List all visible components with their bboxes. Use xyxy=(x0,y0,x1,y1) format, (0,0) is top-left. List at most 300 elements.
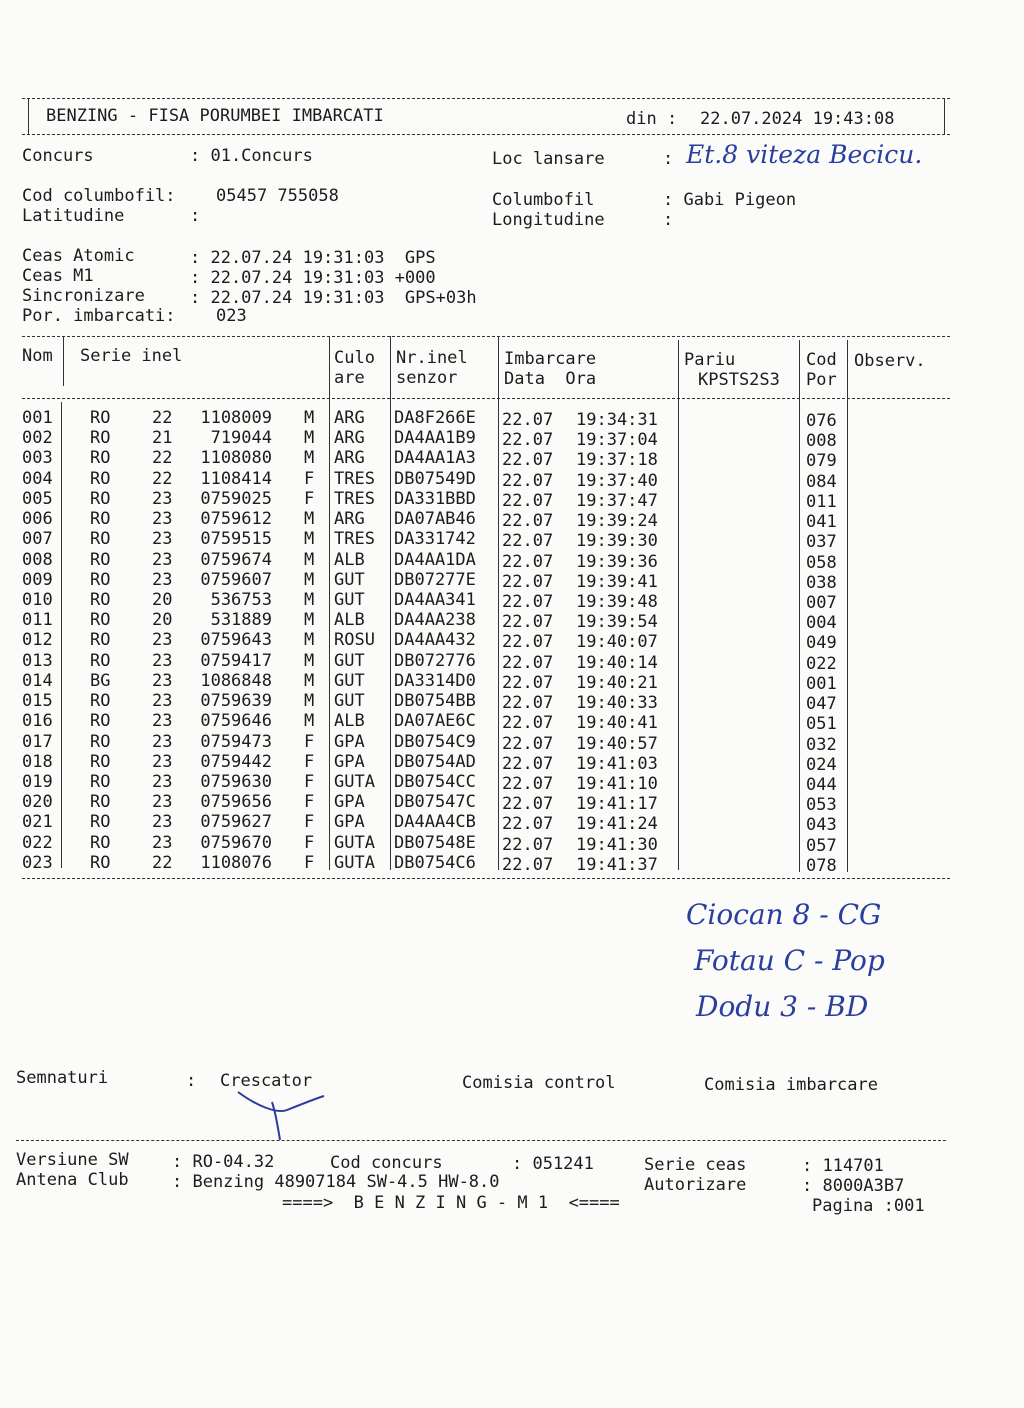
cell-tara: RO xyxy=(90,569,111,590)
cell-tara: RO xyxy=(90,589,111,610)
cell-cod: 076 xyxy=(806,411,837,431)
cell-culoare: ARG xyxy=(334,509,365,530)
col-header-imbarcare-2: Data Ora xyxy=(504,369,597,389)
cell-inel: 531889 xyxy=(210,610,272,631)
cell-an: 22 xyxy=(152,408,173,428)
cell-culoare: ARG xyxy=(334,428,365,449)
cell-sex: F xyxy=(304,751,315,772)
cell-sex: F xyxy=(304,488,315,509)
cell-tara: RO xyxy=(90,408,111,428)
cell-ora: 19:40:57 xyxy=(576,733,658,754)
cell-ora: 19:39:36 xyxy=(576,551,658,572)
table-bottom-rule xyxy=(22,878,950,879)
cell-data: 22.07 xyxy=(502,531,554,552)
col-header-observ: Observ. xyxy=(854,351,926,371)
cell-nom: 006 xyxy=(22,509,53,530)
divider-nom xyxy=(63,336,64,386)
por-imbarcati-label: Por. imbarcati: xyxy=(22,306,176,326)
col-header-pariu-1: Pariu xyxy=(684,350,736,370)
cell-culoare: GPA xyxy=(334,751,365,772)
cell-data: 22.07 xyxy=(502,733,554,754)
cell-senzor: DB07548E xyxy=(394,832,476,853)
cell-sex: M xyxy=(304,691,315,712)
cell-ora: 19:41:30 xyxy=(576,834,658,855)
cell-nom: 002 xyxy=(22,428,53,449)
cell-sex: M xyxy=(304,610,315,631)
cell-culoare: GUT xyxy=(334,589,365,610)
cell-sex: M xyxy=(304,509,315,530)
cell-sex: F xyxy=(304,812,315,833)
cell-nom: 009 xyxy=(22,569,53,590)
cell-senzor: DA07AB46 xyxy=(394,509,476,530)
cell-nom: 020 xyxy=(22,792,53,813)
annotation-line-2: Fotau C - Pop xyxy=(694,944,885,977)
cell-an: 23 xyxy=(152,529,173,550)
cell-nom: 001 xyxy=(22,408,53,428)
cell-nom: 003 xyxy=(22,448,53,469)
din-timestamp: 22.07.2024 19:43:08 xyxy=(700,109,895,129)
divider-imbarcare xyxy=(498,336,499,870)
serie-ceas-label: Serie ceas xyxy=(644,1155,747,1175)
cell-an: 23 xyxy=(152,509,173,530)
cell-tara: RO xyxy=(90,852,111,873)
columbofil-value: : Gabi Pigeon xyxy=(663,190,797,210)
latitudine-label: Latitudine xyxy=(22,206,125,226)
cell-cod: 004 xyxy=(806,613,837,634)
cell-inel: 1086848 xyxy=(200,670,272,691)
col-header-nr-inel-2: senzor xyxy=(396,368,458,388)
cell-sex: F xyxy=(304,852,315,873)
semnaturi-label: Semnaturi xyxy=(16,1068,109,1088)
cell-data: 22.07 xyxy=(502,571,554,592)
cell-data: 22.07 xyxy=(502,713,554,734)
cell-senzor: DB07549D xyxy=(394,468,476,489)
cell-ora: 19:41:10 xyxy=(576,773,658,794)
cell-culoare: GPA xyxy=(334,812,365,833)
cell-ora: 19:40:33 xyxy=(576,693,658,714)
cell-tara: RO xyxy=(90,529,111,550)
cell-inel: 0759674 xyxy=(200,549,272,570)
cell-an: 23 xyxy=(152,711,173,732)
cell-tara: RO xyxy=(90,731,111,752)
cell-cod: 058 xyxy=(806,552,837,573)
cell-tara: RO xyxy=(90,691,111,712)
cell-sex: M xyxy=(304,650,315,671)
cell-data: 22.07 xyxy=(502,511,554,532)
cell-tara: RO xyxy=(90,650,111,671)
cell-data: 22.07 xyxy=(502,551,554,572)
cell-inel: 1108414 xyxy=(200,468,272,489)
cell-an: 20 xyxy=(152,589,173,610)
crescator-signature xyxy=(232,1084,352,1144)
cell-culoare: ROSU xyxy=(334,630,375,651)
cell-tara: RO xyxy=(90,448,111,469)
page-number: Pagina :001 xyxy=(812,1196,925,1216)
divider-observ xyxy=(847,340,848,872)
cell-inel: 1108076 xyxy=(200,852,272,873)
cell-senzor: DB0754C9 xyxy=(394,731,476,752)
benzing-banner: ====> B E N Z I N G - M 1 <==== xyxy=(282,1193,620,1213)
cell-culoare: ARG xyxy=(334,408,365,428)
cell-sex: M xyxy=(304,630,315,651)
cell-ora: 19:37:47 xyxy=(576,490,658,511)
cell-culoare: GUT xyxy=(334,569,365,590)
cell-nom: 010 xyxy=(22,589,53,610)
cell-tara: RO xyxy=(90,468,111,489)
cell-nom: 023 xyxy=(22,852,53,873)
cell-inel: 1108080 xyxy=(200,448,272,469)
semnaturi-colon: : xyxy=(186,1071,197,1091)
annotation-line-1: Ciocan 8 - CG xyxy=(686,898,882,931)
cell-an: 23 xyxy=(152,832,173,853)
cell-sex: M xyxy=(304,428,315,449)
cod-columbofil-value: 05457 755058 xyxy=(216,186,339,206)
cell-an: 23 xyxy=(152,549,173,570)
cell-sex: M xyxy=(304,529,315,550)
cell-tara: RO xyxy=(90,549,111,570)
cell-data: 22.07 xyxy=(502,632,554,653)
cell-an: 23 xyxy=(152,751,173,772)
cell-senzor: DA4AA4CB xyxy=(394,812,476,833)
cell-sex: M xyxy=(304,670,315,691)
din-label: din : xyxy=(626,109,678,129)
cell-ora: 19:39:41 xyxy=(576,571,658,592)
longitudine-label: Longitudine xyxy=(492,210,605,230)
versiune-label: Versiune SW xyxy=(16,1150,129,1170)
cell-inel: 0759612 xyxy=(200,509,272,530)
cell-an: 20 xyxy=(152,610,173,631)
cell-an: 23 xyxy=(152,812,173,833)
cell-cod: 011 xyxy=(806,491,837,512)
cell-cod: 032 xyxy=(806,734,837,755)
cell-senzor: DA4AA1B9 xyxy=(394,428,476,449)
cell-sex: F xyxy=(304,792,315,813)
columbofil-label: Columbofil xyxy=(492,190,595,210)
cell-culoare: GUT xyxy=(334,650,365,671)
cell-an: 23 xyxy=(152,731,173,752)
cell-tara: RO xyxy=(90,751,111,772)
cod-concurs-label: Cod concurs xyxy=(330,1153,443,1173)
col-header-culoare-2: are xyxy=(334,368,365,388)
cell-sex: F xyxy=(304,731,315,752)
cod-columbofil-label: Cod columbofil: xyxy=(22,186,176,206)
antena-value: : Benzing 48907184 SW-4.5 HW-8.0 xyxy=(172,1172,500,1192)
cell-inel: 0759442 xyxy=(200,751,272,772)
cell-an: 22 xyxy=(152,448,173,469)
cell-inel: 0759025 xyxy=(200,488,272,509)
cell-cod: 051 xyxy=(806,714,837,735)
cell-tara: RO xyxy=(90,428,111,449)
cell-culoare: GUT xyxy=(334,691,365,712)
header-bottom-rule xyxy=(22,134,950,135)
cell-data: 22.07 xyxy=(502,814,554,835)
cell-senzor: DA331BBD xyxy=(394,488,476,509)
cell-cod: 049 xyxy=(806,633,837,654)
col-header-culoare-1: Culo xyxy=(334,348,375,368)
cell-nom: 022 xyxy=(22,832,53,853)
cell-culoare: GPA xyxy=(334,731,365,752)
cell-inel: 719044 xyxy=(210,428,272,449)
cell-cod: 008 xyxy=(806,431,837,452)
cell-sex: F xyxy=(304,832,315,853)
cell-senzor: DA4AA1A3 xyxy=(394,448,476,469)
loc-lansare-colon: : xyxy=(663,149,674,169)
ceas-m1-label: Ceas M1 xyxy=(22,266,94,286)
divider-cod xyxy=(799,340,800,872)
cell-ora: 19:41:37 xyxy=(576,854,658,875)
cell-sex: F xyxy=(304,468,315,489)
cell-senzor: DA07AE6C xyxy=(394,711,476,732)
cell-culoare: TRES xyxy=(334,529,375,550)
cell-data: 22.07 xyxy=(502,450,554,471)
ceas-m1-value: : 22.07.24 19:31:03 +000 xyxy=(190,268,436,288)
cell-ora: 19:37:18 xyxy=(576,450,658,471)
cell-nom: 013 xyxy=(22,650,53,671)
cell-data: 22.07 xyxy=(502,652,554,673)
cell-nom: 011 xyxy=(22,610,53,631)
cell-senzor: DB0754AD xyxy=(394,751,476,772)
ceas-atomic-label: Ceas Atomic xyxy=(22,246,135,266)
cell-an: 23 xyxy=(152,771,173,792)
cell-an: 22 xyxy=(152,468,173,489)
col-header-cod-2: Por xyxy=(806,370,837,390)
cell-culoare: GPA xyxy=(334,792,365,813)
cell-senzor: DA331742 xyxy=(394,529,476,550)
cell-inel: 0759646 xyxy=(200,711,272,732)
cell-inel: 0759639 xyxy=(200,691,272,712)
comisia-control-label: Comisia control xyxy=(462,1073,616,1093)
cell-senzor: DB0754CC xyxy=(394,771,476,792)
cell-tara: RO xyxy=(90,630,111,651)
cell-inel: 0759515 xyxy=(200,529,272,550)
comisia-imbarcare-label: Comisia imbarcare xyxy=(704,1075,878,1095)
cell-cod: 078 xyxy=(806,855,837,876)
cell-tara: RO xyxy=(90,711,111,732)
autorizare-value: : 8000A3B7 xyxy=(802,1176,905,1196)
cell-ora: 19:40:07 xyxy=(576,632,658,653)
cell-sex: F xyxy=(304,771,315,792)
cell-tara: RO xyxy=(90,771,111,792)
cell-inel: 0759473 xyxy=(200,731,272,752)
cell-data: 22.07 xyxy=(502,430,554,451)
cell-senzor: DA4AA238 xyxy=(394,610,476,631)
cell-nom: 008 xyxy=(22,549,53,570)
annotation-line-3: Dodu 3 - BD xyxy=(696,990,869,1023)
cell-culoare: ARG xyxy=(334,448,365,469)
cell-data: 22.07 xyxy=(502,794,554,815)
cell-senzor: DA4AA432 xyxy=(394,630,476,651)
cell-data: 22.07 xyxy=(502,470,554,491)
cell-nom: 005 xyxy=(22,488,53,509)
cell-senzor: DB0754C6 xyxy=(394,852,476,873)
cell-inel: 0759656 xyxy=(200,792,272,813)
cell-data: 22.07 xyxy=(502,753,554,774)
loc-lansare-label: Loc lansare xyxy=(492,149,605,169)
divider-pariu xyxy=(678,340,679,870)
header-left-border xyxy=(28,98,29,134)
cell-sex: M xyxy=(304,549,315,570)
cell-nom: 018 xyxy=(22,751,53,772)
cell-sex: M xyxy=(304,569,315,590)
cell-culoare: GUT xyxy=(334,670,365,691)
cell-cod: 043 xyxy=(806,815,837,836)
cell-cod: 001 xyxy=(806,673,837,694)
cell-cod: 038 xyxy=(806,572,837,593)
cell-an: 23 xyxy=(152,630,173,651)
cell-senzor: DB0754BB xyxy=(394,691,476,712)
cell-cod: 044 xyxy=(806,774,837,795)
cell-cod: 057 xyxy=(806,835,837,856)
col-header-nr-inel-1: Nr.inel xyxy=(396,348,468,368)
sincronizare-label: Sincronizare xyxy=(22,286,145,306)
header-right-border xyxy=(944,98,945,134)
cell-nom: 015 xyxy=(22,691,53,712)
cell-culoare: GUTA xyxy=(334,832,375,853)
cell-data: 22.07 xyxy=(502,490,554,511)
cell-cod: 041 xyxy=(806,512,837,533)
cell-an: 23 xyxy=(152,691,173,712)
cell-data: 22.07 xyxy=(502,410,554,430)
cod-concurs-value: : 051241 xyxy=(512,1154,594,1174)
cell-senzor: DB072776 xyxy=(394,650,476,671)
cell-data: 22.07 xyxy=(502,672,554,693)
antena-label: Antena Club xyxy=(16,1170,129,1190)
ceas-atomic-value: : 22.07.24 19:31:03 GPS xyxy=(190,248,436,268)
cell-nom: 019 xyxy=(22,771,53,792)
cell-inel: 1108009 xyxy=(200,408,272,428)
cell-tara: RO xyxy=(90,509,111,530)
cell-culoare: ALB xyxy=(334,549,365,570)
cell-culoare: GUTA xyxy=(334,771,375,792)
cell-ora: 19:41:03 xyxy=(576,753,658,774)
cell-an: 23 xyxy=(152,569,173,590)
cell-ora: 19:39:24 xyxy=(576,511,658,532)
table-top-rule xyxy=(22,336,950,337)
cell-data: 22.07 xyxy=(502,693,554,714)
cell-senzor: DA4AA1DA xyxy=(394,549,476,570)
cell-senzor: DA8F266E xyxy=(394,408,476,428)
cell-culoare: ALB xyxy=(334,711,365,732)
table-header-rule xyxy=(22,398,950,399)
cell-ora: 19:39:48 xyxy=(576,591,658,612)
col-header-pariu-2: KPSTS2S3 xyxy=(698,370,780,390)
cell-inel: 0759627 xyxy=(200,812,272,833)
cell-cod: 084 xyxy=(806,471,837,492)
loc-lansare-handwritten: Et.8 viteza Becicu. xyxy=(686,140,923,169)
cell-ora: 19:39:54 xyxy=(576,612,658,633)
cell-ora: 19:40:21 xyxy=(576,672,658,693)
serie-ceas-value: : 114701 xyxy=(802,1156,884,1176)
crescator-label: Crescator xyxy=(220,1071,313,1091)
cell-senzor: DA3314D0 xyxy=(394,670,476,691)
cell-ora: 19:34:31 xyxy=(576,410,658,430)
cell-senzor: DA4AA341 xyxy=(394,589,476,610)
col-header-nom: Nom xyxy=(22,346,53,366)
cell-culoare: TRES xyxy=(334,468,375,489)
cell-inel: 0759670 xyxy=(200,832,272,853)
cell-nom: 004 xyxy=(22,468,53,489)
longitudine-value: : xyxy=(663,210,674,230)
cell-nom: 021 xyxy=(22,812,53,833)
cell-senzor: DB07277E xyxy=(394,569,476,590)
cell-ora: 19:37:40 xyxy=(576,470,658,491)
col-header-cod-1: Cod xyxy=(806,350,837,370)
cell-tara: RO xyxy=(90,832,111,853)
cell-ora: 19:41:24 xyxy=(576,814,658,835)
cell-culoare: ALB xyxy=(334,610,365,631)
cell-ora: 19:37:04 xyxy=(576,430,658,451)
cell-nom: 014 xyxy=(22,670,53,691)
cell-an: 22 xyxy=(152,852,173,873)
cell-inel: 0759630 xyxy=(200,771,272,792)
latitudine-value: : xyxy=(190,206,201,226)
cell-sex: M xyxy=(304,408,315,428)
cell-nom: 007 xyxy=(22,529,53,550)
versiune-value: : RO-04.32 xyxy=(172,1152,275,1172)
cell-inel: 536753 xyxy=(210,589,272,610)
cell-culoare: GUTA xyxy=(334,852,375,873)
cell-data: 22.07 xyxy=(502,854,554,875)
cell-cod: 024 xyxy=(806,754,837,775)
cell-culoare: TRES xyxy=(334,488,375,509)
concurs-value: : 01.Concurs xyxy=(190,146,313,166)
cell-data: 22.07 xyxy=(502,773,554,794)
cell-cod: 053 xyxy=(806,795,837,816)
header-top-rule xyxy=(22,98,950,99)
cell-data: 22.07 xyxy=(502,612,554,633)
cell-an: 23 xyxy=(152,488,173,509)
divider-culoare xyxy=(329,336,330,870)
cell-cod: 047 xyxy=(806,694,837,715)
cell-tara: RO xyxy=(90,610,111,631)
concurs-label: Concurs xyxy=(22,146,94,166)
footer-rule xyxy=(16,1140,946,1141)
cell-an: 21 xyxy=(152,428,173,449)
col-header-imbarcare-1: Imbarcare xyxy=(504,349,597,369)
cell-an: 23 xyxy=(152,670,173,691)
cell-an: 23 xyxy=(152,650,173,671)
cell-data: 22.07 xyxy=(502,591,554,612)
cell-ora: 19:39:30 xyxy=(576,531,658,552)
cell-tara: BG xyxy=(90,670,111,691)
cell-senzor: DB07547C xyxy=(394,792,476,813)
cell-cod: 037 xyxy=(806,532,837,553)
cell-data: 22.07 xyxy=(502,834,554,855)
cell-tara: RO xyxy=(90,792,111,813)
cell-ora: 19:41:17 xyxy=(576,794,658,815)
cell-nom: 016 xyxy=(22,711,53,732)
cell-nom: 012 xyxy=(22,630,53,651)
autorizare-label: Autorizare xyxy=(644,1175,747,1195)
sincronizare-value: : 22.07.24 19:31:03 GPS+03h xyxy=(190,288,477,308)
cell-inel: 0759643 xyxy=(200,630,272,651)
col-header-serie-inel: Serie inel xyxy=(80,346,183,366)
cell-cod: 022 xyxy=(806,653,837,674)
cell-inel: 0759607 xyxy=(200,569,272,590)
cell-sex: M xyxy=(304,711,315,732)
por-imbarcati-value: 023 xyxy=(216,306,247,326)
cell-an: 23 xyxy=(152,792,173,813)
document-title: BENZING - FISA PORUMBEI IMBARCATI xyxy=(46,106,384,126)
cell-tara: RO xyxy=(90,488,111,509)
cell-sex: M xyxy=(304,589,315,610)
divider-senzor xyxy=(390,336,391,870)
cell-sex: M xyxy=(304,448,315,469)
cell-cod: 079 xyxy=(806,451,837,472)
cell-nom: 017 xyxy=(22,731,53,752)
cell-inel: 0759417 xyxy=(200,650,272,671)
cell-ora: 19:40:41 xyxy=(576,713,658,734)
